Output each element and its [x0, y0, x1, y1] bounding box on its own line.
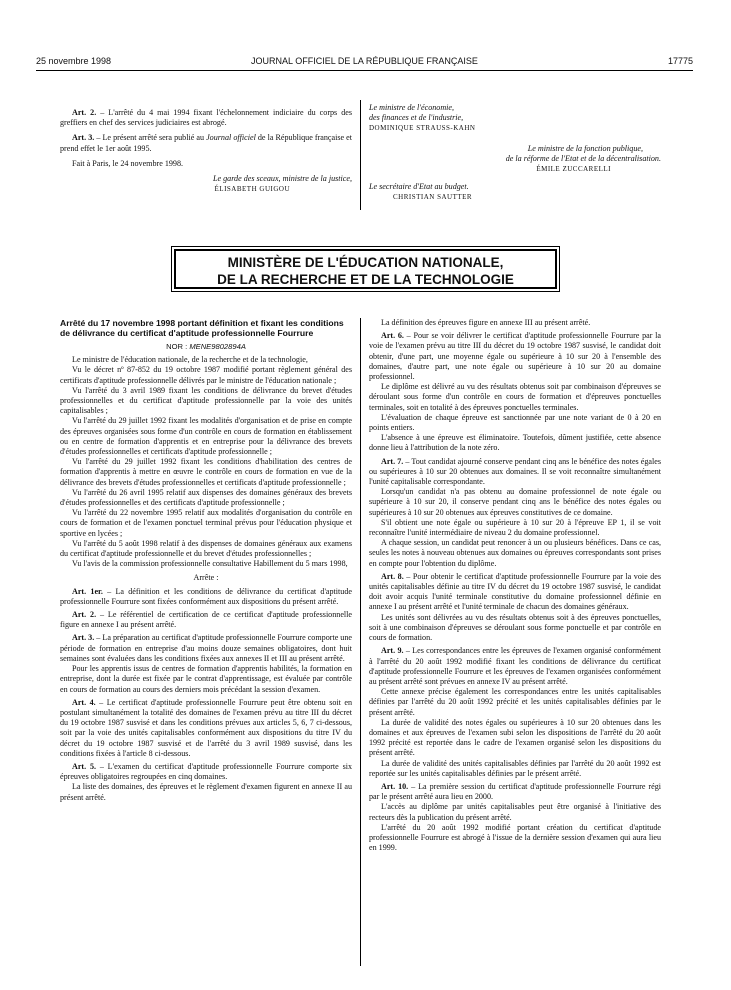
article-text: – Pour obtenir le certificat d'aptitude professionnelle Fourrure par la voie des unités capitalisables définie au titre IV du décret du 19 octobre 1987 susvisé, le candidat doit avoir acquis l'unité terminale constitutive du domaine professionnel définie en annexe I au présent arrêté et l'unité terminale de chacun des domaines généraux.: [369, 571, 662, 612]
right-article-paragraph: [369, 718, 661, 759]
right-article-paragraph: [369, 433, 661, 453]
visa-paragraph: Vu l'arrêté du 29 juillet 1992 fixant les conditions d'habilitation des centres de formation d'apprentis à mettre en œuvre le contrôle en cours de formation en vue de la délivrance des brevets d'études professionnelles et certificats d'aptitude professionnelle ;: [60, 457, 352, 487]
article-label: Art. 7.: [381, 456, 404, 466]
article-2: Art. 2. – L'arrêté du 4 mai 1994 fixant l'échelonnement indiciaire du corps des greffiers en chef des services judiciaires est abrogé.: [60, 108, 352, 128]
article-3: Art. 3. – Le présent arrêté sera publié au Journal officiel de la République française et prend effet le 1er août 1995.: [60, 133, 352, 153]
article-label: Art. 1er.: [72, 586, 103, 596]
visa-paragraph: Vu l'arrêté du 22 novembre 1995 relatif aux modalités d'organisation du contrôle en cours de formation et de l'examen ponctuel terminal prévus pour l'éducation physique et sportive en lycées ;: [60, 508, 352, 538]
decree-left-column: [60, 318, 352, 803]
signature-title-budget: Le secrétaire d'Etat au budget.: [369, 182, 469, 192]
decree-title: Arrêté du 17 novembre 1998 portant définition et fixant les conditions de délivrance du certificat d'aptitude professionnelle Fourrure: [60, 318, 344, 338]
top-left-column: [60, 103, 352, 194]
article-label: Art. 6.: [381, 331, 404, 341]
bottom-column-divider: [360, 318, 361, 966]
visa-paragraphs: [60, 355, 352, 569]
decree-right-column: [369, 318, 661, 853]
visa-paragraph: Vu l'avis de la commission professionnelle consultative Habillement du 5 mars 1998,: [72, 559, 348, 569]
signature-title-fonction-publique: Le ministre de la fonction publique,: [527, 143, 643, 153]
signature-name-zuccarelli: ÉMILE ZUCCARELLI: [536, 165, 611, 174]
signature-title-economie: Le ministre de l'économie,: [369, 103, 455, 112]
right-article-paragraph: [369, 457, 661, 488]
right-article-paragraph: [369, 318, 661, 328]
right-article-paragraph: [369, 382, 661, 413]
right-article-paragraph: [369, 572, 661, 613]
right-article-paragraph: [369, 687, 661, 718]
header-date: 25 novembre 1998: [36, 56, 112, 66]
article-text: La durée de validité des notes égales ou supérieures à 10 sur 20 obtenues dans les domaines et aux épreuves de l'examen subi selon les dispositions de l'arrêté du 20 août 1992 précité est reportée dans le cadre de l'examen organisé selon les dispositions du présent arrêté.: [369, 717, 661, 758]
right-article-paragraph: [369, 782, 661, 802]
article-text: La définition des épreuves figure en annexe III au présent arrêté.: [381, 318, 591, 327]
signature-title-justice: Le garde des sceaux, ministre de la justice,: [213, 174, 352, 184]
fait-a-paris: Fait à Paris, le 24 novembre 1998.: [72, 158, 184, 168]
right-article-paragraph: [369, 759, 661, 779]
article-text: Pour les apprentis issus de centres de formation d'apprentis habilités, la formation en entreprise, dont la durée est fixée par le contrat d'apprentissage, est évaluée par contrôle en cours de formation au cours des derniers mois précédant la session d'examen.: [60, 664, 352, 694]
article-text: – La préparation au certificat d'aptitude professionnelle Fourrure comporte une période de formation en entreprise d'au moins douze semaines obligatoires, dont huit semaines sont évaluées dans les conditions fixées aux annexes II et III au présent arrêté.: [60, 633, 352, 663]
right-article-paragraph: [369, 538, 661, 569]
nor-reference: NOR : MENE9802894A: [166, 342, 246, 351]
left-article-paragraph: [60, 633, 352, 664]
article-label: Art. 10.: [381, 781, 409, 791]
article-text: Lorsqu'un candidat n'a pas obtenu au domaine professionnel de note égale ou supérieure à 10 sur 20, il conserve pendant cinq ans le bénéfice des notes égales ou supérieures à 10 sur 20 obtenues aux épreuves constitutives de ce domaine.: [369, 487, 661, 517]
right-article-paragraph: [369, 487, 661, 518]
right-article-paragraph: [369, 646, 661, 687]
right-article-paragraph: [369, 802, 661, 822]
right-article-paragraph: [369, 331, 661, 382]
left-article-paragraph: [60, 782, 352, 802]
signature-name-sautter: CHRISTIAN SAUTTER: [393, 193, 473, 202]
ministry-line-1: MINISTÈRE DE L'ÉDUCATION NATIONALE,: [227, 255, 504, 270]
right-article-paragraph: [369, 518, 661, 538]
right-article-paragraph: [369, 413, 661, 433]
article-text: S'il obtient une note égale ou supérieure à 10 sur 20 à l'épreuve EP 1, il se voit reconnaître l'unité intermédiaire de niveau 2 du domaine professionnel.: [369, 517, 661, 538]
article-text: – La définition et les conditions de délivrance du certificat d'aptitude professionnelle Fourrure sont fixées conformément aux dispositions du présent arrêté.: [60, 586, 352, 606]
visa-paragraph: Vu l'arrêté du 5 août 1998 relatif à des dispenses de domaines généraux aux examens du certificat d'aptitude professionnelle et du brevet d'études professionnelles ;: [60, 538, 352, 559]
ministry-line-2: DE LA RECHERCHE ET DE LA TECHNOLOGIE: [217, 272, 514, 287]
article-label: Art. 5.: [72, 761, 97, 771]
header-rule: [36, 70, 693, 71]
arrete-heading: Arrête :: [193, 573, 219, 583]
article-label: Art. 8.: [381, 571, 404, 581]
right-article-paragraph: [369, 613, 661, 644]
article-text: La liste des domaines, des épreuves et le règlement d'examen figurent en annexe II au présent arrêté.: [60, 782, 352, 802]
right-articles: [369, 318, 661, 853]
article-text: – Le référentiel de certification de ce certificat d'aptitude professionnelle figure en annexe I au présent arrêté.: [60, 610, 353, 630]
article-text: La durée de validité des unités capitalisables définies par l'arrêté du 20 août 1992 est reportée sur les unités capitalisables définies par le présent arrêté.: [369, 758, 661, 778]
article-text: – Le certificat d'aptitude professionnelle Fourrure peut être obtenu soit en postulant simultanément la totalité des domaines de l'examen prévu au titre III du décret du 19 octobre 1987 susvisé et dans les conditions prévues aux articles 5, 6, 7 ci-dessous, soit par la voie des unités capitalisables conformément aux dispositions du titre IV du décret du 19 octobre 1987 susvisé et de l'arrêté du 3 avril 1989 susvisé, dans les conditions fixées à l'article 8 ci-dessous.: [60, 697, 352, 758]
article-text: – Les correspondances entre les épreuves de l'examen organisé conformément à l'arrêté du 20 août 1992 modifié fixant les conditions de délivrance du certificat d'aptitude professionnelle Fourrure et les épreuves de l'examen organisées conformément au présent arrêté sont prévues en annexe IV au présent arrêté.: [369, 646, 662, 686]
left-article-paragraph: [60, 698, 352, 759]
page-header: [36, 56, 693, 70]
visa-paragraph: Vu l'arrêté du 26 avril 1995 relatif aux dispenses des domaines généraux des brevets d'études professionnelles et des certificats d'aptitude professionnelle ;: [60, 487, 352, 508]
article-text: L'absence à une épreuve est éliminatoire. Toutefois, dûment justifiée, cette absence donne lieu à l'attribution de la note zéro.: [369, 433, 661, 453]
signature-title-finances: des finances et de l'industrie,: [369, 113, 464, 123]
article-text: Le diplôme est délivré au vu des résultats obtenus soit par combinaison d'épreuves se déroulant sous forme d'un contrôle en cours de formation et d'épreuves ponctuelles terminales, soit en totalité à des épreuves ponctuelles terminales.: [369, 382, 661, 412]
article-text: L'accès au diplôme par unités capitalisables peut être organisé à l'initiative des recteurs dès la publication du présent arrêté.: [369, 802, 661, 822]
header-journal-title: JOURNAL OFFICIEL DE LA RÉPUBLIQUE FRANÇAISE: [251, 56, 478, 66]
left-article-paragraph: [60, 664, 352, 695]
left-article-paragraph: [60, 587, 352, 607]
ministry-heading-inner: [174, 249, 557, 289]
article-text: Cette annexe précise également les correspondances entre les unités capitalisables définies par l'arrêté du 20 août 1992 précité et les unités capitalisables définies par le présent arrêté.: [369, 687, 661, 717]
header-page-number: 17775: [667, 56, 693, 66]
article-text: – L'examen du certificat d'aptitude professionnelle Fourrure comporte six épreuves obligatoires regroupées en cinq domaines.: [60, 761, 353, 782]
left-article-paragraph: [60, 610, 352, 630]
top-column-divider: [360, 100, 361, 210]
article-text: L'arrêté du 20 août 1992 modifié portant création du certificat d'aptitude professionnelle Fourrure est abrogé à l'issue de la dernière session d'examen qui aura lieu en 1999.: [369, 822, 661, 853]
visa-paragraph: Vu l'arrêté du 3 avril 1989 fixant les conditions de délivrance du brevet d'études professionnelles et du certificat d'aptitude professionnelle par la voie des unités capitalisables ;: [60, 385, 352, 416]
article-text: – Pour se voir délivrer le certificat d'aptitude professionnelle Fourrure par la voie de l'examen prévu au titre III du décret du 19 octobre 1987 susvisé, le candidat doit obtenir, d'une part, une moyenne égale ou supérieure à 10 sur 20 à l'ensemble des domaines, d'autre part, une note égale ou supérieure à 10 sur 20 au domaine professionnel.: [369, 331, 661, 382]
signature-name-guigou: ÉLISABETH GUIGOU: [214, 185, 290, 194]
article-label: Art. 9.: [381, 646, 404, 656]
article-text: L'évaluation de chaque épreuve est sanctionnée par une note variant de 0 à 20 en points entiers.: [369, 412, 661, 433]
right-article-paragraph: [369, 823, 661, 854]
visa-paragraph: Vu le décret nº 87-852 du 19 octobre 1987 modifié portant règlement général des certificats d'aptitude professionnelle délivrés par le ministre de l'éducation nationale ;: [60, 365, 352, 385]
top-right-column: [369, 103, 661, 203]
article-text: – Tout candidat ajourné conserve pendant cinq ans le bénéfice des notes égales ou supérieures à 10 sur 20 obtenues aux domaines. Il se voit reconnaître simultanément l'unité capitalisable correspondante.: [369, 456, 661, 487]
left-article-paragraph: [60, 762, 352, 782]
article-text: – La première session du certificat d'aptitude professionnelle Fourrure régi par le présent arrêté aura lieu en 2000.: [369, 781, 661, 802]
article-text: A chaque session, un candidat peut renoncer à un ou plusieurs bénéfices. Dans ce cas, seules les notes à nouveau obtenues aux domaines ou épreuves correspondants sont prises en compte pour l'obtention du diplôme.: [369, 538, 661, 568]
ministry-heading-box: [171, 246, 560, 292]
signature-title-reforme: de la réforme de l'Etat et de la décentralisation.: [505, 153, 661, 163]
visa-paragraph: Vu l'arrêté du 29 juillet 1992 fixant les modalités d'organisation et de prise en compte des épreuves organisées sous forme d'un contrôle en cours de formation en établissement ou en centre de formation d'apprentis et en entreprise pour la délivrance des brevets d'études professionnelles et certificats d'aptitude professionnelle ;: [60, 416, 352, 457]
article-text: Les unités sont délivrées au vu des résultats obtenus soit à des épreuves ponctuelles, soit à une combinaison d'épreuves se déroulant sous forme ponctuelle et par contrôle en cours de formation.: [369, 612, 661, 643]
visa-paragraph: Le ministre de l'éducation nationale, de la recherche et de la technologie,: [72, 355, 308, 365]
left-articles: [60, 587, 352, 803]
article-label: Art. 2.: [72, 610, 97, 620]
article-label: Art. 3.: [72, 633, 95, 643]
article-label: Art. 4.: [72, 697, 96, 707]
signature-name-strauss-kahn: DOMINIQUE STRAUSS-KAHN: [369, 124, 476, 133]
